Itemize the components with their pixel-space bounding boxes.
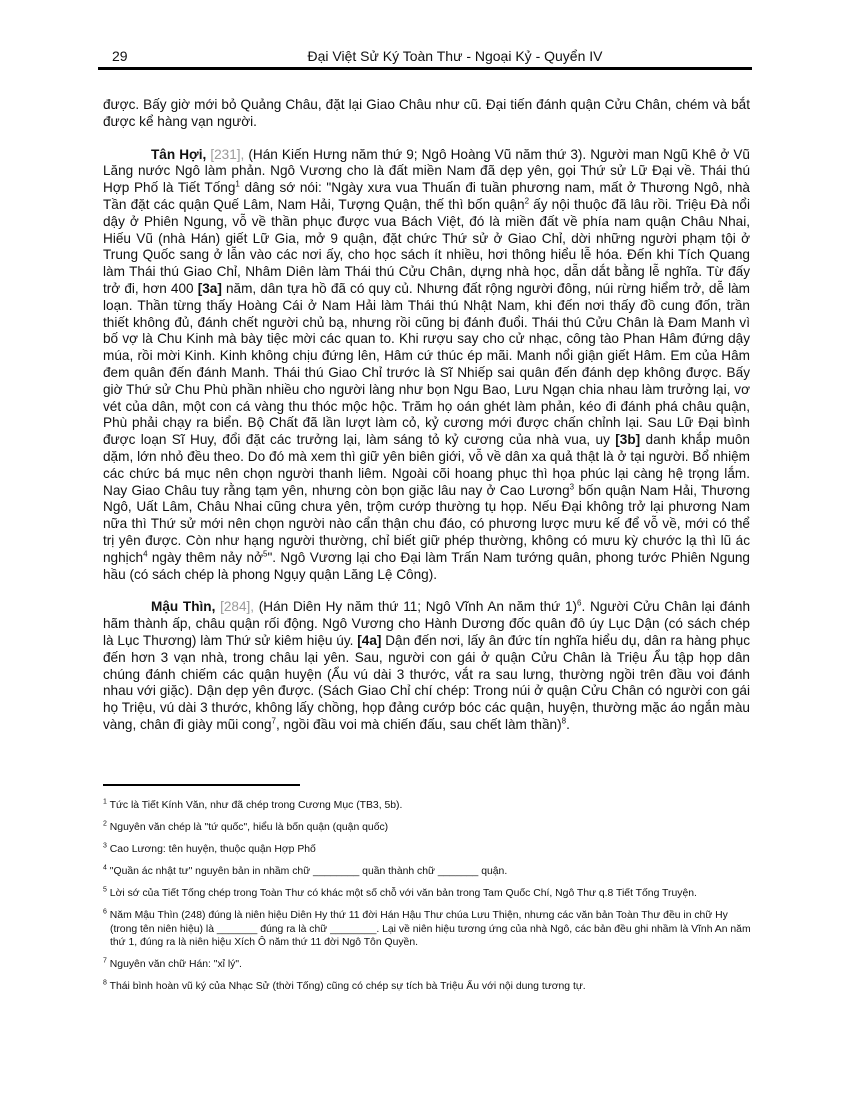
footnote-text: Cao Lương: tên huyện, thuộc quận Hợp Phố [106,843,316,855]
footnote-number: 5 [103,886,107,894]
page-header [98,48,752,68]
text-run: ấy nội thuộc đã lâu rồi. Triệu Đà nổi dậy ở Phiên Ngung, vỗ về thần phục được vua Bách Việt, đó là miền đất về phía nam quận Châu Nhai, Hiếu Vũ (nhà Hán) giết Lữ Gia, mở 9 quận, đặt chức Thứ sử ở Giao Chỉ, dời những người phạm tội ở Trung Quốc sang ở lẫn vào các nơi ấy, cho học sách ít nhiều, hơi thông hiểu lễ hóa. Đến khi Tích Quang làm Thái thú Giao Chỉ, Nhâm Diên làm Thái thú Cửu Chân, dựng nhà học, dẫn dắt bằng lễ nghĩa. Từ đấy trở đi, hơn 400 [103,196,750,296]
bold-text: Mậu Thìn, [151,599,216,615]
footnote-separator [103,784,300,786]
text-run: . Người Cửu Chân lại đánh hãm thành ấp, châu quận rối động. Ngô Vương cho Hành Dương đốc quân đô úy Lục Dận (có sách chép là Lục Thương) làm Thứ sử kiêm hiệu úy. [103,599,751,648]
footnote-number: 2 [103,820,107,828]
footnote-ref[interactable]: 5 [263,549,268,559]
text-run: năm, dân tựa hồ đã có quy củ. Nhưng đất rộng người đông, núi rừng hiểm trở, dễ làm loạn. Thần từng thấy Hoàng Cái ở Nam Hải làm Thái thú Nhật Nam, khi đến nơi thấy đồ cung đốn, trần thiết không đủ, đánh chết người chủ bạ, nhưng rồi cũng bị đánh đuổi. Thái thú Cửu Chân là Đam Manh vì bố vợ là Chu Kinh mà bày tiệc mời các quan to. Khi rượu say cho cử nhạc, công tào Phan Hâm đứng dậy múa, rồi mời Kinh. Kinh không chịu đứng lên, Hâm cứ thúc ép mãi. Manh nổi giận giết Hâm. Em của Hâm đem quân đến đánh Manh. Thái thú Giao Chỉ trước là Sĩ Nhiếp sai quân đến đánh dẹp không được. Bấy giờ Thứ sử Chu Phù phần nhiều cho người làng như bọn Ngu Bao, Lưu Ngạn chia nhau làm trưởng lại, vơ vét của dân, một con cá vàng thu thóc mộc hộc. Trăm họ oán ghét làm phản, kéo đi đánh phá châu quận, Phù phải chạy ra biển. Bộ Chất đã lần lượt làm cỏ, kỷ cương mới được chấn chỉnh lại. Sau Lữ Đại bình được loạn Sĩ Huy, đổi đặt các trưởng lại, làm sáng tỏ kỷ cương của nhà vua, uy [103,280,750,448]
footnote-text: "Quần ác nhật tư" nguyên bản in nhầm chữ ________ quần thành chữ _______ quận. [106,865,508,877]
footnote-number: 1 [103,798,107,806]
text-run: bốn quận Nam Hải, Thương Ngô, Uất Lâm, Châu Nhai cũng chưa yên, trộm cướp thường tụ họp. Nếu Đại không trở lại phương Nam nữa thì Thứ sử mới nên chọn người nào cẩn thận chu đáo, có phương lược mưu kế để vỗ về, mới có thể trị yên được. Còn như hạng người thường, chỉ biết giữ phép thường, không có mưu kỳ chước lạ thì lũ ác nghịch [103,482,750,565]
footnote-text: Tức là Tiết Kính Văn, như đã chép trong Cương Mục (TB3, 5b). [106,800,403,811]
footnote-text: Lời sớ của Tiết Tống chép trong Toàn Thư có khác một số chỗ với văn bản trong Tam Quốc Chí, Ngô Thư q.8 Tiết Tống Truyện. [106,887,697,899]
text-run: (Hán Kiến Hưng năm thứ 9; Ngô Hoàng Vũ năm thứ 3). Người man Ngũ Khê ở Vũ Lăng nước Ngô làm phản. Ngô Vương cho là đất miền Nam đã dẹp yên, gọi Thứ sử Lữ Đại về. Thái thú Hợp Phố là Tiết Tống [103,146,750,196]
paragraph [103,97,750,131]
text-run: danh khắp muôn dặm, lớn nhỏ đều theo. Do đó mà xem thì giữ yên biên giới, vỗ về dân xa quả thật là ở tại người. Bổ nhiệm các chức bá mục nên chọn người thanh liêm. Ngoài cõi hoang phục thì họa phúc lại càng hệ trọng lắm. Nay Giao Châu tuy rằng tạm yên, nhưng còn bọn giặc lâu nay ở Cao Lương [103,432,750,498]
bold-text: [4a] [357,632,382,648]
footnote-number: 6 [103,908,107,916]
footnote-text: Năm Mậu Thìn (248) đúng là niên hiệu Diên Hy thứ 11 đời Hán Hậu Thư chúa Lưu Thiện, nhưng các văn bản Toàn Thư đều in chữ Hy (trong tên niên hiệu) là _______ đúng ra là chữ ________. Lại về niên hiệu tương ứng của nhà Ngô, các bản đều ghi nhầm là Vĩnh An năm thứ 1, đúng ra là niên hiệu Xích Ô năm thứ 11 đời Ngô Tôn Quyền. [106,909,751,949]
text-run: được. Bấy giờ mới bỏ Quảng Châu, đặt lại Giao Châu như cũ. Đại tiến đánh quận Cửu Chân, chém và bắt được kể hàng vạn người. [103,97,750,129]
footnote [103,799,753,813]
footnote [103,958,753,972]
footnote-ref[interactable]: 3 [569,482,575,491]
text-run: ". Ngô Vương lại cho Đại làm Trấn Nam tướng quân, phong tước Phiên Ngung hầu (có sách chép là phong Ngụy quận Lăng Lệ Công). [103,549,750,582]
bold-text: Tân Hợi, [151,146,207,162]
footnote-number: 4 [103,864,107,872]
footnote [103,865,753,879]
footnotes [103,799,753,1002]
footnote [103,909,753,950]
footnote-number: 3 [103,842,107,850]
bold-text: [3b] [615,432,641,448]
footnote-number: 8 [103,979,107,987]
footnote-ref[interactable]: 7 [271,716,276,726]
main-text [103,97,750,750]
paragraph [103,147,750,584]
page-number: 29 [112,48,128,64]
text-run: dâng sớ nói: "Ngày xưa vua Thuấn đi tuần phương nam, mất ở Thương Ngô, nhà Tần đặt các quận Quế Lâm, Nam Hải, Tượng Quận, thế thì bốn quận [103,180,750,212]
footnote-ref[interactable]: 1 [235,179,240,189]
footnote [103,980,753,994]
footnote-text: Thái bình hoàn vũ ký của Nhạc Sử (thời Tống) cũng có chép sự tích bà Triệu Ẩu với nội dung tương tự. [106,981,586,993]
text-run: (Hán Diên Hy năm thứ 11; Ngô Vĩnh An năm thứ 1) [254,599,578,615]
year-bracket: [284], [220,599,255,615]
paragraph [103,599,750,733]
bold-text: [3a] [197,280,222,296]
header-rule [98,67,752,70]
footnote [103,887,753,901]
footnote-ref[interactable]: 4 [143,549,148,559]
text-run: Dận đến nơi, lấy ân đức tín nghĩa hiểu dụ, dân ra hàng phục đến hơn 3 vạn nhà, trong châu lại yên. Sau, người con gái ở quận Cửu Chân là Triệu Ẩu tập họp dân chúng đánh chiếm các quận huyện (Ẩu vú dài 3 thước, vắt ra sau lưng, thường ngồi trên đầu voi đánh nhau với giặc). Dận dẹp yên được. (Sách Giao Chỉ chí chép: Trong núi ở quận Cửu Chân có người con gái họ Triệu, vú dài 3 thước, không lấy chồng, họp đảng cướp bóc các quận, huyện, thường mặc áo ngắn màu vàng, chân đi giày mũi cong [103,632,750,732]
running-title: Đại Việt Sử Ký Toàn Thư - Ngoại Kỷ - Quyển IV [307,48,603,64]
footnote-ref[interactable]: 2 [524,196,530,206]
footnote-number: 7 [103,957,107,965]
footnote-text: Nguyên văn chữ Hán: "xỉ lý". [106,959,242,971]
year-bracket: [231], [210,146,245,162]
footnote-ref[interactable]: 8 [561,716,567,726]
text-run: , ngồi đầu voi mà chiến đấu, sau chết làm thần) [275,716,562,732]
footnote [103,821,753,835]
footnote-text: Nguyên văn chép là "tứ quốc", hiểu là bốn quận (quận quốc) [106,821,389,833]
footnote-ref[interactable]: 6 [577,598,582,608]
text-run: . [566,716,570,732]
text-run: ngày thêm nảy nở [147,549,264,565]
footnote [103,843,753,857]
